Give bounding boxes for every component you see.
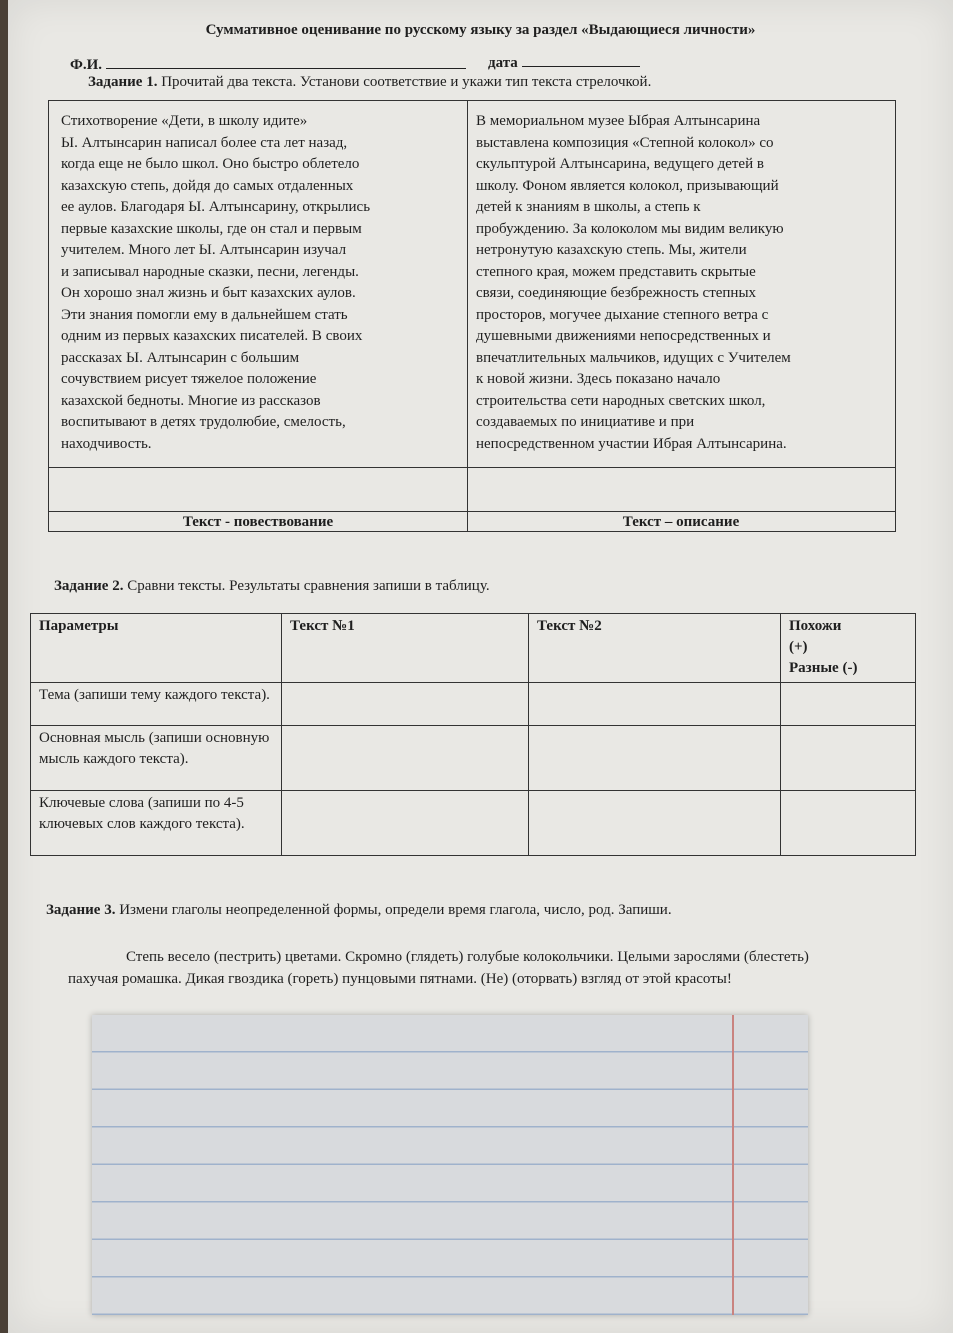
answer-cell[interactable] — [781, 726, 916, 791]
task1-instruction: Прочитай два текста. Установи соответствие и укажи тип текста стрелочкой. — [161, 74, 652, 90]
answer-cell[interactable] — [529, 791, 781, 856]
date-field — [488, 54, 640, 72]
table-row — [31, 726, 916, 791]
answer-cell[interactable] — [282, 683, 529, 726]
name-blank — [106, 56, 466, 69]
table-row — [31, 791, 916, 856]
header-params: Параметры — [31, 614, 282, 683]
name-field — [70, 56, 466, 74]
answer-cell[interactable] — [282, 726, 529, 791]
task3-heading — [46, 902, 672, 919]
task2-label: Задание 2. — [54, 578, 124, 594]
header-compare: Похожи (+) Разные (-) — [781, 614, 916, 683]
answer-cell[interactable] — [282, 791, 529, 856]
task2-heading — [54, 578, 490, 595]
task1-heading — [88, 74, 651, 91]
date-blank — [522, 54, 640, 67]
lined-answer-area[interactable] — [92, 1015, 808, 1315]
row-label-main-idea: Основная мысль (запиши основную мысль каждого текста). — [31, 726, 282, 791]
task2-instruction: Сравни тексты. Результаты сравнения запиши в таблицу. — [127, 578, 490, 594]
task3-label: Задание 3. — [46, 902, 116, 918]
task3-paragraph: Степь весело (пестрить) цветами. Скромно (глядеть) голубые колокольчики. Целыми зарослями (блестеть) пахучая ромашка. Дикая гвоздика (гореть) пунцовыми пятнами. (Не) (оторвать) взгляд от этой красоты! — [68, 949, 809, 987]
table-header-row — [31, 614, 916, 683]
answer-cell[interactable] — [781, 683, 916, 726]
row-label-keywords: Ключевые слова (запиши по 4-5 ключевых слов каждого текста). — [31, 791, 282, 856]
worksheet-page — [8, 0, 953, 1333]
task1-table — [48, 100, 896, 532]
table-row — [31, 683, 916, 726]
type-label-narrative: Текст - повествование — [182, 514, 334, 530]
task3-instruction: Измени глаголы неопределенной формы, определи время глагола, число, род. Запиши. — [119, 902, 672, 918]
answer-cell[interactable] — [781, 791, 916, 856]
header-text1: Текст №1 — [282, 614, 529, 683]
row-label-theme: Тема (запиши тему каждого текста). — [31, 683, 282, 726]
name-label: Ф.И. — [70, 57, 103, 73]
header-text2: Текст №2 — [529, 614, 781, 683]
comparison-table — [30, 613, 916, 856]
task1-label: Задание 1. — [88, 74, 158, 90]
answer-cell[interactable] — [529, 726, 781, 791]
text-description: В мемориальном музее Ыбрая Алтынсарина выставлена композиция «Степной колокол» со скульптурой Алтынсарина, ведущего детей в школу. Фоном является колокол, призывающий детей к знаниям в школы, а степь к пробуждению. За колоколом мы видим великую нетронутую казахскую степь. Мы, жители степного края, можем представить скрытые связи, соединяющие безбрежность степных просторов, могучее дыхание степного ветра с душевными движениями непосредственных и впечатлительных мальчиков, идущих с Учителем к новой жизни. Здесь показано начало строительства сети народных светских школ, создаваемых по инициативе и при непосредственном участии Ибрая Алтынсарина. — [476, 113, 791, 452]
type-label-description: Текст – описание — [622, 514, 740, 530]
answer-cell[interactable] — [529, 683, 781, 726]
table-divider — [49, 467, 895, 468]
margin-line — [732, 1015, 734, 1315]
text-narrative: Стихотворение «Дети, в школу идите» Ы. Алтынсарин написал более ста лет назад, когда еще не было школ. Оно быстро облетело казахскую степь, дойдя до самых отдаленных ее аулов. Благодаря Ы. Алтынсарину, открылись первые казахские школы, где он стал и первым учителем. Много лет Ы. Алтынсарин изучал и записывал народные сказки, песни, легенды. Он хорошо знал жизнь и быт казахских аулов. Эти знания помогли ему в дальнейшем стать одним из первых казахских писателей. В своих рассказах Ы. Алтынсарин с большим сочувствием рисует тяжелое положение казахской бедноты. Многие из рассказов воспитывают в детях трудолюбие, смелость, находчивость. — [61, 113, 371, 452]
date-label: дата — [488, 55, 518, 71]
page-title: Суммативное оценивание по русскому языку за раздел «Выдающиеся личности» — [205, 22, 756, 38]
